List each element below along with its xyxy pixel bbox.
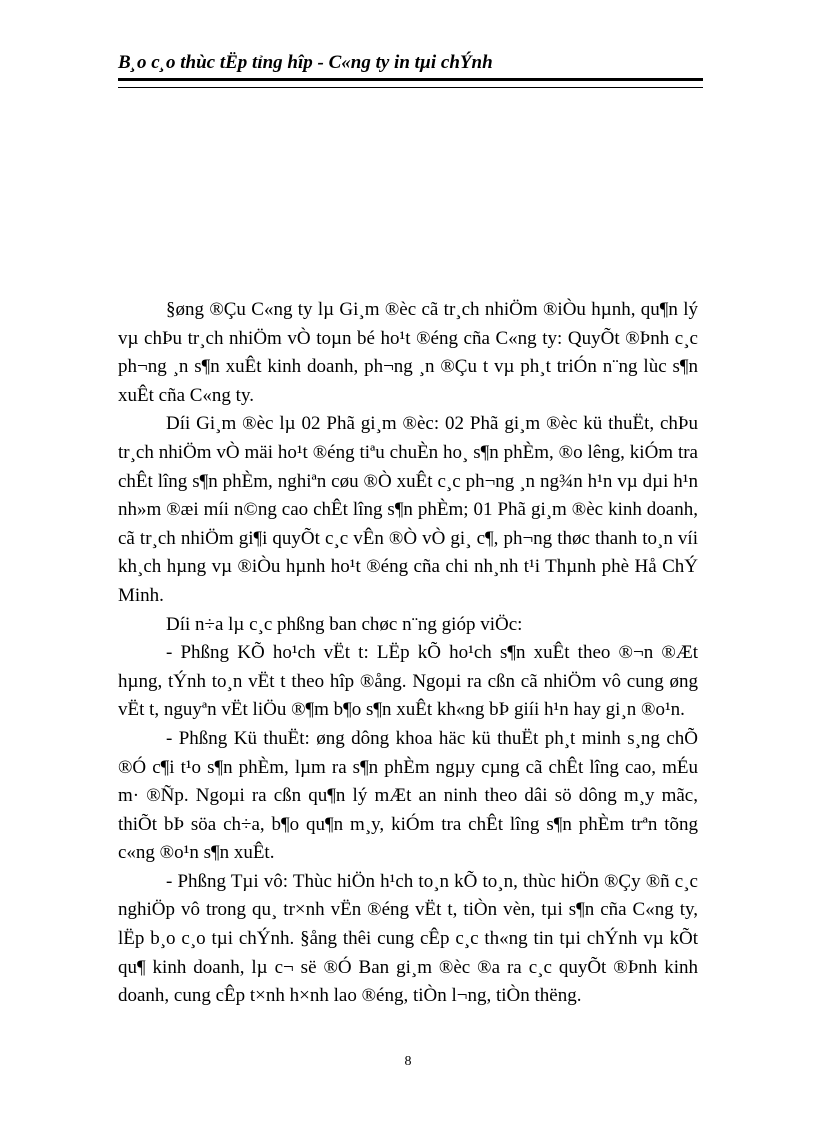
paragraph-finance-department: - Phßng Tµi vô: Thùc hiÖn h¹ch to¸n kÕ to¸n, thùc hiÖn ®Çy ®ñ c¸c nghiÖp vô trong qu¸ tr×nh vËn ®éng vËt t, tiÒn vèn, tµi s¶n cña C«ng ty, lËp b¸o c¸o tµi chÝnh. §ång thêi cung cÊp c¸c th«ng tin tµi chÝnh vµ kÕt qu¶ kinh doanh, lµ c¬ së ®Ó Ban gi¸m ®èc ®a ra c¸c quyÕt ®Þnh kinh doanh, cung cÊp t×nh h×nh lao ®éng, tiÒn l¬ng, tiÒn thëng. — [118, 870, 698, 1007]
paragraph-technical-department: - Phßng Kü thuËt: øng dông khoa häc kü thuËt ph¸t minh s¸ng chÕ ®Ó c¶i t¹o s¶n phÈm, lµm ra s¶n phÈm ngµy cµng cã chÊt lîng cao, mÉu m· ®Ñp. Ngoµi ra cßn qu¶n lý mÆt an ninh theo dâi sö dông m¸y mãc, thiÕt bÞ söa ch÷a, b¶o qu¶n m¸y, kiÓm tra chÊt lîng s¶n phÈm trªn tõng c«ng ®o¹n s¶n xuÊt. — [118, 727, 698, 864]
paragraph-deputy-directors: Díi Gi¸m ®èc lµ 02 Phã gi¸m ®èc: 02 Phã gi¸m ®èc kü thuËt, chÞu tr¸ch nhiÖm vÒ mäi ho¹t ®éng tiªu chuÈn ho¸ s¶n phÈm, ®o lêng, kiÓm tra chÊt lîng s¶n phÈm, nghiªn cøu ®Ò xuÊt c¸c ph¬ng ¸n ng¾n h¹n vµ dµi h¹n nh»m ®æi míi n©ng cao chÊt lîng s¶n phÈm; 01 Phã gi¸m ®èc kinh doanh, cã tr¸ch nhiÖm gi¶i quyÕt c¸c vÊn ®Ò vÒ gi¸ c¶, ph¬ng thøc thanh to¸n víi kh¸ch hµng vµ ®iÒu hµnh ho¹t ®éng cña chi nh¸nh t¹i Thµnh phè Hå ChÝ Minh. — [118, 413, 698, 606]
page-header — [118, 52, 703, 88]
paragraph-planning-department: - Phßng KÕ ho¹ch vËt t: LËp kÕ ho¹ch s¶n xuÊt theo ®¬n ®Æt hµng, tÝnh to¸n vËt t theo hîp ®ång. Ngoµi ra cßn cã nhiÖm vô cung øng vËt t, nguyªn vËt liÖu ®¶m b¶o s¶n xuÊt kh«ng bÞ giíi h¹n hay gi¸n ®o¹n. — [118, 642, 698, 721]
header-title: B¸o c¸o thùc tËp tỉng hîp - C«ng ty in tµi chÝnh — [118, 52, 493, 73]
body-text — [118, 296, 698, 1011]
paragraph-departments-intro: Díi n÷a lµ c¸c phßng ban chøc n¨ng gióp viÖc: — [166, 613, 523, 635]
paragraph-director: §øng ®Çu C«ng ty lµ Gi¸m ®èc cã tr¸ch nhiÖm ®iÒu hµnh, qu¶n lý vµ chÞu tr¸ch nhiÖm vÒ toµn bé ho¹t ®éng cña C«ng ty: QuyÕt ®Þnh c¸c ph¬ng ¸n s¶n xuÊt kinh doanh, ph¬ng ¸n ®Çu t vµ ph¸t triÓn n¨ng lùc s¶n xuÊt cña C«ng ty. — [118, 299, 698, 406]
page-number: 8 — [404, 1054, 412, 1069]
header-rule — [118, 78, 703, 88]
